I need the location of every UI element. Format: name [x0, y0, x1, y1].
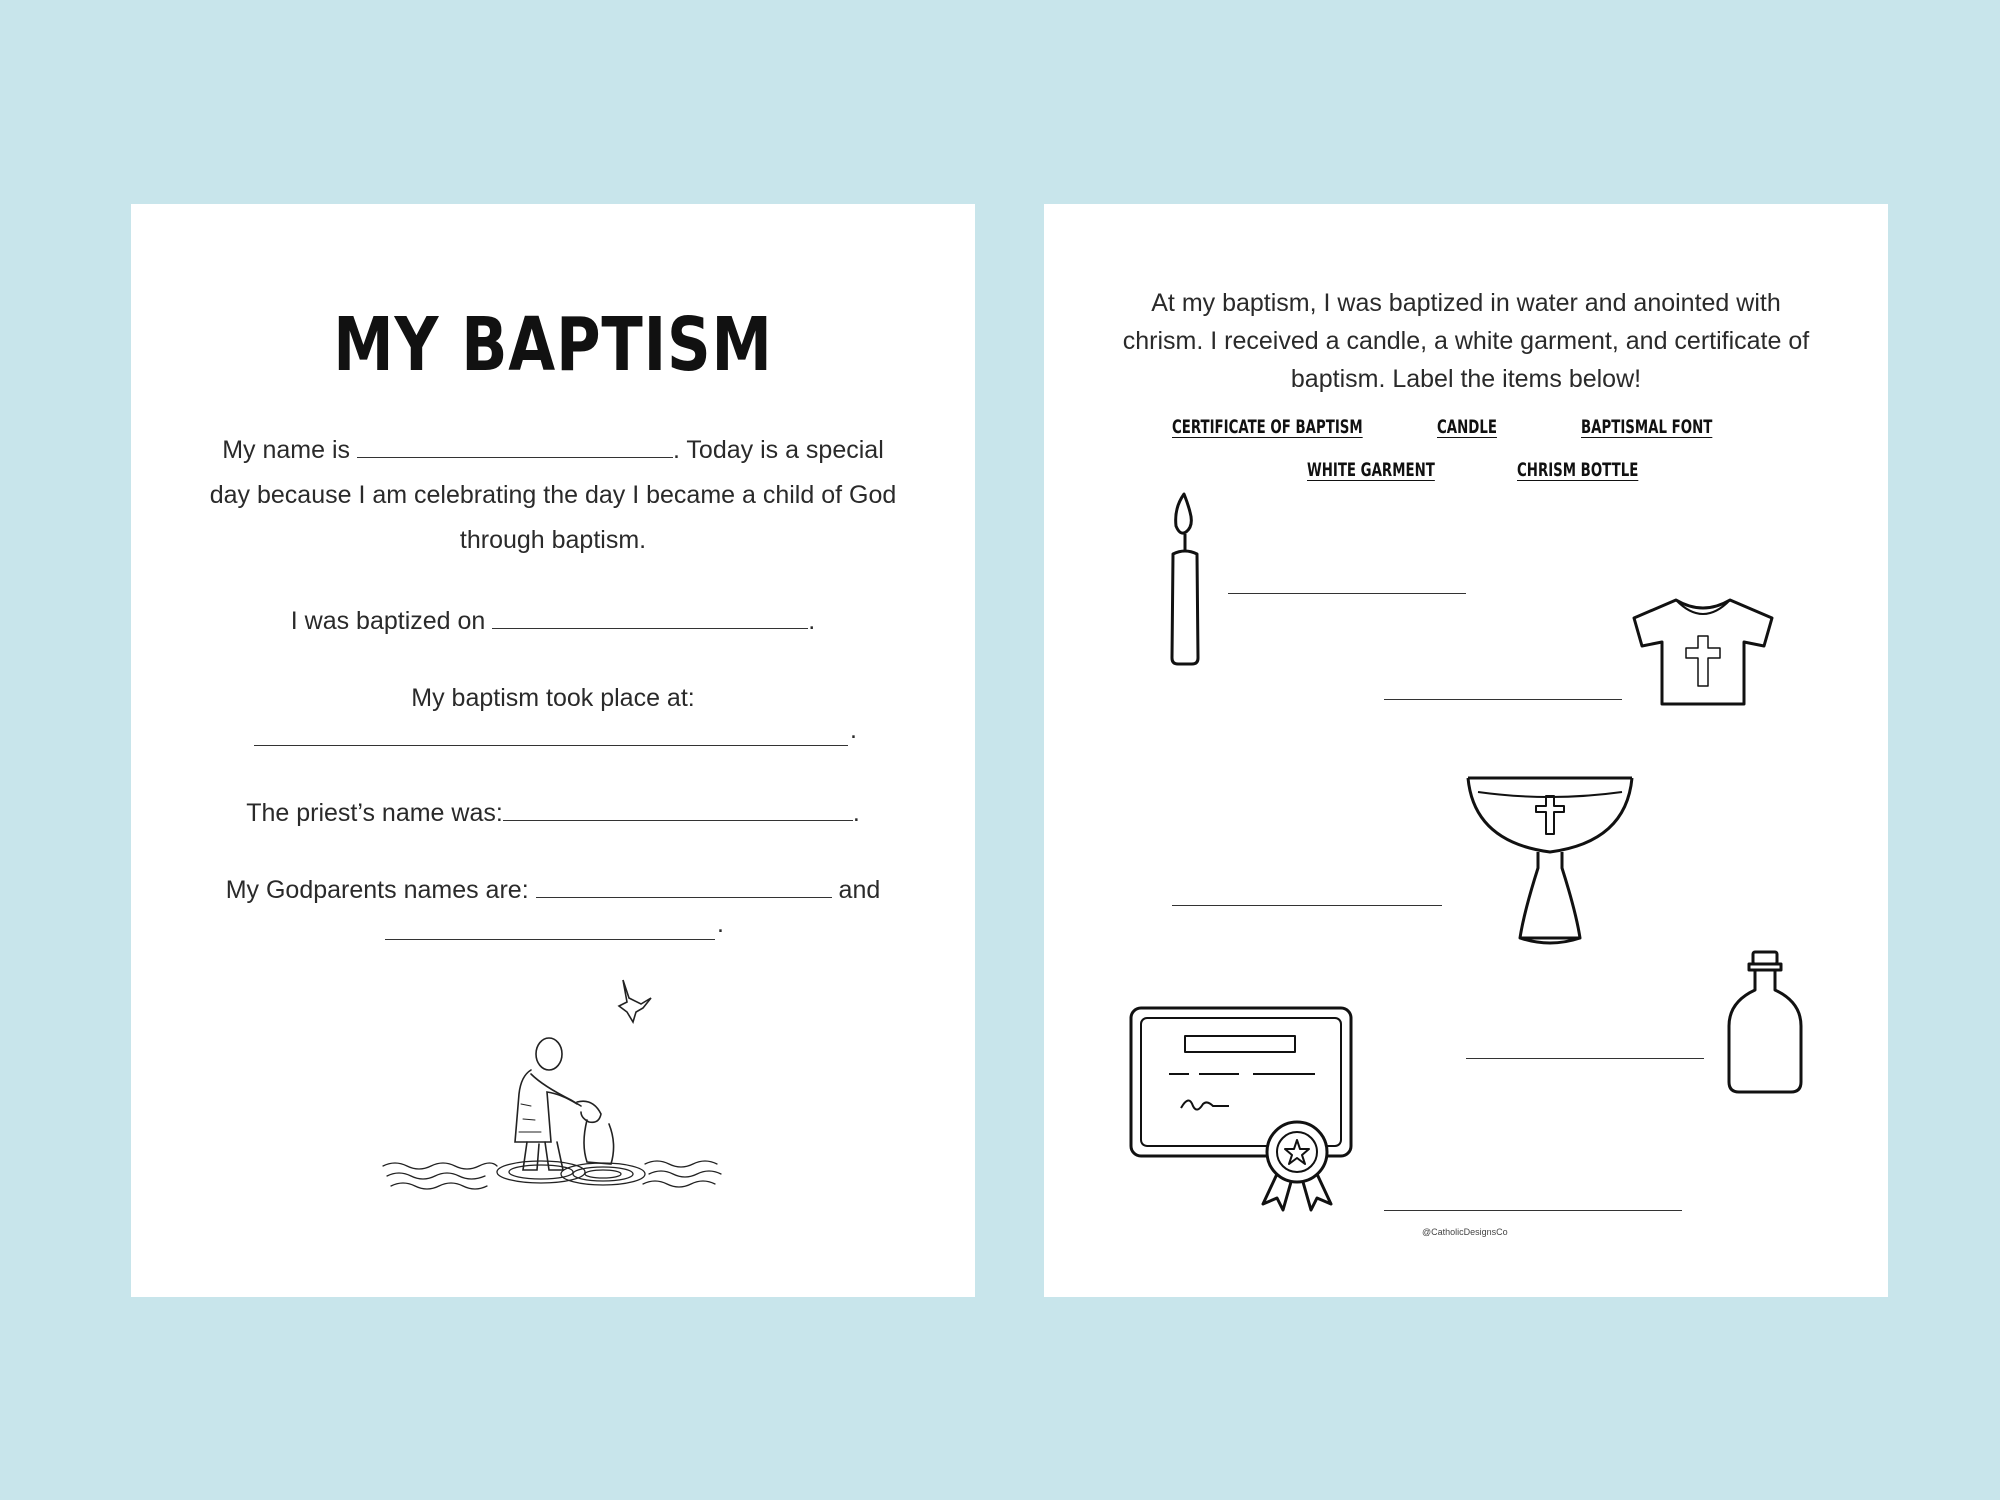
priest-period: . [852, 799, 860, 827]
priest-prefix: The priest’s name was: [246, 799, 503, 827]
credit-text: @CatholicDesignsCo [1422, 1227, 1508, 1237]
name-line3: through baptism. [459, 526, 647, 554]
godparent2-period: . [717, 910, 724, 938]
date-paragraph [191, 599, 915, 644]
water-icon [383, 1161, 721, 1189]
font-answer-line[interactable] [1172, 905, 1442, 906]
place-period: . [850, 716, 857, 744]
baptized-person-icon [577, 1101, 614, 1164]
godparents-paragraph [191, 868, 915, 913]
candle-icon [1170, 492, 1200, 668]
certificate-answer-line[interactable] [1384, 1210, 1682, 1211]
date-blank[interactable] [492, 600, 808, 629]
chrism-bottle-icon [1725, 950, 1805, 1096]
place-label: My baptism took place at: [411, 684, 695, 712]
left-worksheet-page [131, 204, 975, 1297]
name-blank[interactable] [357, 429, 673, 458]
place-blank[interactable] [254, 745, 848, 746]
dove-icon [619, 980, 651, 1022]
date-period: . [808, 607, 816, 635]
name-prefix: My name is [222, 436, 351, 464]
priest-paragraph [191, 791, 915, 836]
godparent1-blank[interactable] [536, 869, 832, 898]
priest-blank[interactable] [503, 792, 853, 821]
baptismal-font-icon [1464, 772, 1636, 952]
candle-answer-line[interactable] [1228, 593, 1466, 594]
bottle-answer-line[interactable] [1466, 1058, 1704, 1059]
date-prefix: I was baptized on [290, 607, 486, 635]
page-title: MY BAPTISM [333, 302, 773, 388]
word-bank-candle: CANDLE [1437, 416, 1497, 438]
word-bank-chrism-bottle: CHRISM BOTTLE [1517, 459, 1639, 481]
right-worksheet-page [1044, 204, 1888, 1297]
garment-answer-line[interactable] [1384, 699, 1622, 700]
godparents-prefix: My Godparents names are: [225, 876, 529, 904]
godparent2-blank[interactable] [385, 939, 715, 940]
name-paragraph [191, 428, 915, 563]
godparents-and: and [838, 876, 881, 904]
white-garment-icon [1630, 596, 1776, 710]
baptism-scene-illustration [381, 974, 731, 1214]
intro-paragraph: At my baptism, I was baptized in water and anointed with chrism. I received a candle, a white garment, and certificate of baptism. Label the items below! [1122, 289, 1810, 393]
name-line2: day because I am celebrating the day I became a child of God [209, 481, 897, 509]
priest-figure-icon [515, 1038, 581, 1170]
word-bank-certificate: CERTIFICATE OF BAPTISM [1172, 416, 1363, 438]
name-suffix: . Today is a special [672, 436, 884, 464]
certificate-icon [1129, 1006, 1355, 1216]
word-bank-baptismal-font: BAPTISMAL FONT [1581, 416, 1713, 438]
word-bank-white-garment: WHITE GARMENT [1307, 459, 1435, 481]
